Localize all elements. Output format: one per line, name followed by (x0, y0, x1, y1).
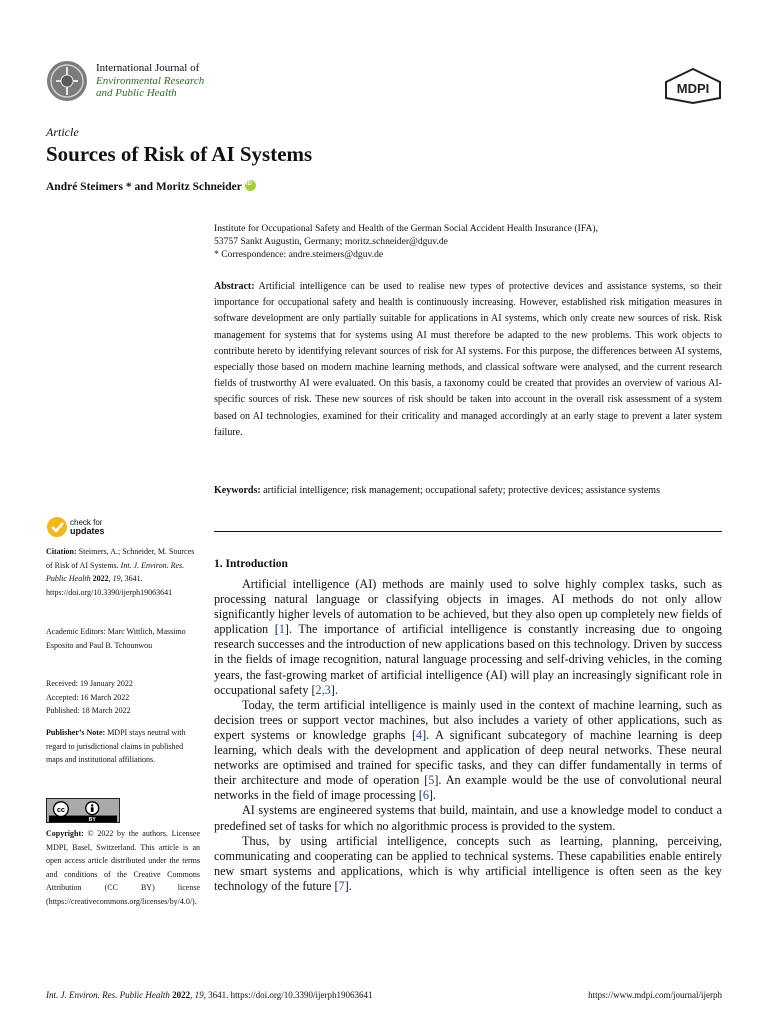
citation-link[interactable]: 4 (416, 727, 423, 742)
footer-volume: 19 (194, 990, 204, 1000)
journal-name-line3: and Public Health (96, 87, 177, 99)
citation-text: Steimers, A.; Schneider, M. Sources of Risk of AI Systems. (46, 547, 195, 570)
article-title: Sources of Risk of AI Systems (46, 142, 313, 166)
journal-name-line1: International Journal of (96, 62, 200, 74)
citation-link[interactable]: 7 (338, 878, 345, 893)
check-for-updates-icon[interactable] (46, 516, 68, 538)
footer-journal-url[interactable]: https://www.mdpi.com/journal/ijerph (588, 990, 722, 1000)
abstract-label: Abstract: (214, 281, 255, 292)
article-type: Article (46, 125, 79, 139)
citation-link[interactable]: 1 (278, 622, 285, 637)
abstract-text: Artificial intelligence can be used to realise new types of protective devices and assistance systems, so their importance for occupational safety and health is continuously increasing. However, established risk mitigation measures in software development are only partially suitable for applications in AI systems, which only create new sources of risk. Risk management for systems that for systems using AI must therefore be adapted to the new problems. This work objects to contribute hereto by identifying relevant sources of risk for AI systems. For this purpose, the differences between AI systems, especially those based on modern machine learning methods, and classical software were analysed, and the current research fields of trustworthy AI were evaluated. On this basis, a taxonomy could be created that provides an overview of various AI-specific sources of risk. These new sources of risk should be taken into account in the overall risk assessment of a system based on AI technologies, examined for their criticality and managed accordingly at an early stage to prevent a later system failure. (214, 281, 722, 438)
footer-doi[interactable]: , 3641. https://doi.org/10.3390/ijerph19063641 (203, 990, 373, 1000)
section-divider (214, 531, 722, 532)
copyright-block (46, 827, 200, 908)
journal-name (96, 62, 204, 100)
academic-editors: Academic Editors: Marc Wittlich, Massimo Esposito and Paul B. Tchounwou (46, 627, 186, 650)
cc-by-license-badge[interactable] (46, 798, 120, 823)
journal-name-line2: Environmental Research (96, 74, 205, 87)
citation-link[interactable]: 5 (428, 773, 435, 788)
copyright-label: Copyright: (46, 829, 84, 838)
paragraph-text: ]. An example would be the use of convolutional neural networks in the field of image processing [ (214, 773, 722, 803)
publisher-note (46, 726, 200, 767)
paragraph-text: Thus, by using artificial intelligence, concepts such as learning, planning, perceiving, communicating and cooperating can be applied to technical systems. These capabilities enable entirely new smart systems and applications, which is why artificial intelligence is often seen as the key technology of the future [ (214, 833, 722, 893)
paragraph-text: ]. (344, 878, 352, 893)
paragraph-3: AI systems are engineered systems that build, maintain, and use a knowledge model to conduct a predefined set of tasks for which no algorithmic process is provided to the system. (214, 803, 722, 833)
footer-journal: Int. J. Environ. Res. Public Health (46, 990, 170, 1000)
publisher-note-text: MDPI stays neutral with regard to jurisdictional claims in published maps and institutional affiliations. (46, 728, 186, 764)
paragraph-text: Today, the term artificial intelligence is mainly used in the context of machine learning, such as decision trees or support vector machines, but also includes a variety of other applications, such as expert systems or knowledge graphs [ (214, 697, 722, 742)
correspondence: * Correspondence: andre.steimers@dguv.de (214, 249, 384, 260)
citation-journal: Int. J. Environ. Res. Public Health (46, 560, 185, 583)
keywords (214, 483, 722, 499)
dates-block (46, 677, 200, 718)
author-names: André Steimers * and Moritz Schneider (46, 181, 242, 193)
paragraph-text: ]. (428, 788, 437, 803)
footer-year: 2022 (172, 990, 191, 1000)
check-for-updates-line1: check for (70, 518, 103, 527)
citation-block: Citation: Steimers, A.; Schneider, M. Sources of Risk of AI Systems. Int. J. Environ. Res. Public Health 2022, 19, 3641. https://doi.org/10.3390/ijerph19063641 (46, 547, 195, 597)
citation-rest[interactable]: , 3641. https://doi.org/10.3390/ijerph19063641 (46, 574, 173, 597)
citation-link[interactable]: 2,3 (315, 682, 331, 697)
journal-logo (46, 60, 88, 102)
copyright-text: © 2022 by the authors. Licensee MDPI, Basel, Switzerland. This article is an open access article distributed under the terms and conditions of the Creative Commons Attribution (CC BY) license (https://creativecommons.org/licenses/by/4.0/). (46, 829, 201, 906)
paragraph-4 (214, 834, 722, 894)
keywords-text: artificial intelligence; risk management; occupational safety; protective devices; assistance systems (263, 485, 660, 496)
paragraph-text: ]. (330, 682, 338, 697)
affiliation-line1: Institute for Occupational Safety and Health of the German Social Accident Health Insurance (IFA), (214, 223, 598, 234)
introduction-body (214, 577, 722, 894)
svg-text:cc: cc (56, 804, 66, 814)
paragraph-1 (214, 577, 722, 698)
affiliation-line2: 53757 Sankt Augustin, Germany; moritz.schneider@dguv.de (214, 236, 448, 247)
authors (46, 180, 256, 193)
publisher-note-label: Publisher’s Note: (46, 728, 106, 737)
check-for-updates-button[interactable] (70, 518, 105, 536)
orcid-icon[interactable] (245, 180, 256, 191)
received-date: Received: 19 January 2022 (46, 679, 133, 688)
paragraph-text: ]. The importance of artificial intelligence is constantly increasing due to ongoing research successes and the introduction of new applications based on this technology. Driven by success in the fields of image recognition, natural language processing and self-driving vehicles, in the coming years, the fast-growing market of artificial intelligence (AI) will play an increasingly significant role in occupational safety [ (214, 622, 722, 697)
published-date: Published: 18 March 2022 (46, 706, 131, 715)
affiliation (214, 222, 722, 261)
mdpi-logo-text: MDPI (676, 81, 710, 96)
cc-badge-by-text: BY (88, 817, 96, 823)
paragraph-text: ]. A significant subcategory of machine learning is deep learning, which deals with the development and application of deep neural networks. These neural networks are optimised and trained for specific tasks, and they can differ fundamentally in terms of their architecture and mode of operation [ (214, 727, 722, 788)
citation-year: 2022 (92, 574, 109, 583)
paragraph-2 (214, 698, 722, 804)
footer-citation: Int. J. Environ. Res. Public Health 2022, 19, 3641. https://doi.org/10.3390/ijerph19063641 (46, 990, 373, 1000)
mdpi-logo (664, 68, 722, 104)
section-heading-introduction: 1. Introduction (214, 558, 288, 570)
accepted-date: Accepted: 16 March 2022 (46, 692, 130, 702)
citation-label: Citation: (46, 547, 77, 556)
keywords-label: Keywords: (214, 485, 261, 496)
citation-link[interactable]: 6 (422, 788, 429, 803)
citation-volume: 19 (112, 574, 121, 583)
abstract (214, 279, 722, 441)
paragraph-text: Artificial intelligence (AI) methods are mainly used to solve highly complex tasks, such as processing natural language or classifying objects in images. AI methods do not only allow significantly higher levels of automation to be achieved, but they also open up completely new fields of application [ (214, 577, 722, 637)
check-for-updates-line2: updates (70, 526, 105, 536)
